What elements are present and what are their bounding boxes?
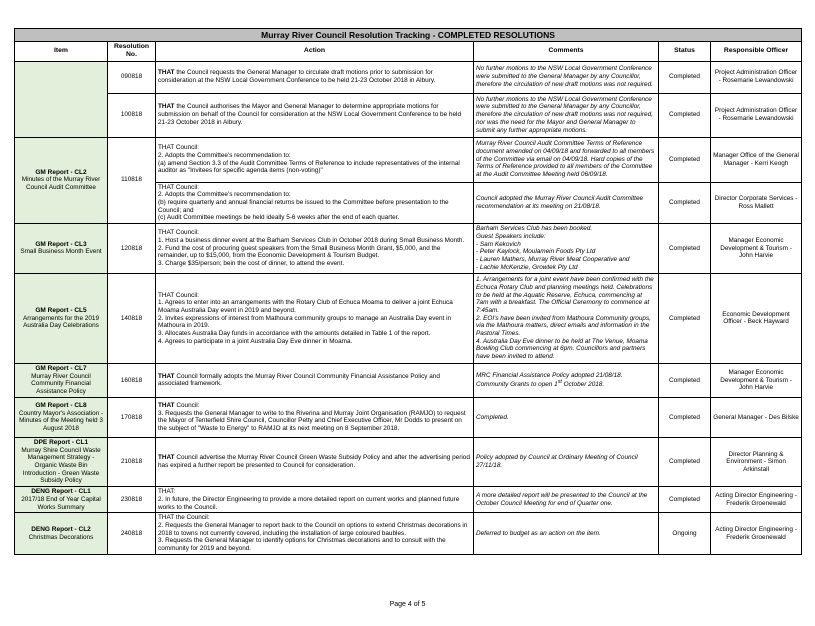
status-cell: Completed	[659, 182, 711, 223]
item-title: GM Report - CL5	[35, 306, 87, 314]
responsible-officer-cell: Director Corporate Services - Ross Mallett	[711, 182, 802, 223]
resolution-number: 160818	[108, 363, 156, 397]
item-title: DENG Report - CL1	[31, 488, 91, 496]
item-cell	[15, 487, 108, 513]
action-line: 3. Charge $35/person; bein the cost of dinner, to attend the event.	[158, 259, 345, 267]
comments-cell	[474, 487, 659, 513]
item-cell	[15, 273, 108, 363]
resolution-table	[14, 28, 802, 555]
comment-line: No further motions to the NSW Local Government Conference were submitted to the General Manager by any Councillor, therefore the circulation of new draft motions was not required.	[476, 65, 653, 88]
comments-cell	[474, 437, 659, 486]
responsible-officer-cell: Economic Development Officer - Beck Hayward	[711, 273, 802, 363]
action-cell	[156, 513, 474, 554]
status-cell: Ongoing	[659, 513, 711, 554]
action-cell	[156, 437, 474, 486]
comments-cell	[474, 273, 659, 363]
action-line: THAT Council:	[158, 291, 199, 299]
action-line: 3. Requests the General Manager to identify options for Christmas decorations and to consult with the community for 2019 and beyond.	[158, 537, 446, 553]
column-header-responsible-officer: Responsible Officer	[711, 42, 802, 61]
resolution-number: 120818	[108, 223, 156, 273]
comments-cell	[474, 93, 659, 137]
item-title: DPE Report - CL1	[33, 438, 89, 446]
item-subtitle: 2017/18 End of Year Capital Works Summary	[21, 495, 101, 511]
item-subtitle: Country Mayor's Association - Minutes of the Meeting held 3 August 2018	[18, 409, 104, 433]
table-row	[15, 223, 802, 273]
action-cell	[156, 273, 474, 363]
comments-cell	[474, 137, 659, 182]
comment-line: No further motions to the NSW Local Government Conference were submitted to the General Manager by any Councillor, therefore the circulation of new draft motions was not required, nor was the need for the Mayor and General Manager to submit any further appropriate motions.	[476, 95, 653, 134]
action-line: 1. Host a business dinner event at the Barham Services Club in October 2018 during Small Business Month.	[158, 236, 465, 244]
item-cell	[15, 61, 108, 137]
comments-cell	[474, 61, 659, 93]
table-body	[15, 61, 802, 554]
comment-line: A more detailed report will be presented to the Council at the October Council Meeting for end of Quarter one.	[476, 492, 648, 507]
table-row	[15, 61, 802, 93]
comment-line: - Lauren Mathers, Murray River Meat Cooperative and	[476, 256, 630, 264]
item-cell	[15, 397, 108, 437]
status-cell: Completed	[659, 437, 711, 486]
action-cell	[156, 363, 474, 397]
item-subtitle: Murray Shire Council Waste Management Strategy - Organic Waste Bin Introduction - Green Waste Subsidy Policy	[21, 446, 101, 485]
action-line: 3. Requests the General Manager to write to the Riverina and Murray Joint Organisation (RAMJO) to request the Mayor of Tenterfield Shire Council, Councillor Petty and Chief Executive Officer, Mr Dodds to present on the subject of "Waste to Energy" to RAMJO at its next meeting on 8 September 2018.	[158, 409, 466, 433]
table-header-row	[15, 42, 802, 61]
comment-line: - Sam Kekovich	[476, 240, 521, 248]
action-line: THAT Council advertise the Murray River Council Green Waste Subsidy Policy and after the advertising period has expired a further report be presented to Council for consideration.	[158, 454, 470, 470]
action-line: THAT Council:	[158, 144, 199, 152]
comment-line: Completed.	[476, 413, 509, 421]
status-cell: Completed	[659, 487, 711, 513]
table-row	[15, 437, 802, 486]
table-row	[15, 93, 802, 137]
resolution-number: 230818	[108, 487, 156, 513]
responsible-officer-cell: Project Administration Officer - Rosemarie Lewandowski	[711, 61, 802, 93]
action-cell	[156, 397, 474, 437]
action-line: 2. Invites expressions of interest from Mathoura community groups to manage an Australia Day event in Mathoura in 2019.	[158, 314, 452, 330]
table-row	[15, 397, 802, 437]
comment-line: 4. Australia Day Eve dinner to be held at The Venue, Moama Bowling Club commencing at 6pm. Councillors and partners have been invited to attend.	[476, 337, 648, 361]
responsible-officer-cell: Project Administration Officer - Rosemarie Lewandowski	[711, 93, 802, 137]
table-row	[15, 513, 802, 554]
item-title: DENG Report - CL2	[31, 525, 91, 533]
resolution-number: 210818	[108, 437, 156, 486]
status-cell: Completed	[659, 397, 711, 437]
table-title-row	[15, 29, 802, 42]
action-line: 2. Requests the General Manager to report back to the Council on options to extend Christmas decorations in 2018 to towns not currently covered, including the installation of large coloured baubles.	[158, 522, 468, 537]
resolution-number: 140818	[108, 273, 156, 363]
table-title: Murray River Council Resolution Tracking - COMPLETED RESOLUTIONS	[15, 29, 802, 42]
table-row	[15, 363, 802, 397]
comment-line: Policy adopted by Council at Ordinary Meeting of Council 27/11/18.	[476, 454, 638, 470]
action-line: 4. Agrees to participate in a joint Australia Day Eve dinner in Moama.	[158, 337, 353, 345]
comment-line: Council adopted the Murray River Council Audit Committee recommendation at its meeting on 21/08/18.	[476, 195, 644, 210]
action-line: THAT Council:	[158, 183, 199, 191]
page-footer: Page 4 of 5	[389, 601, 426, 608]
column-header-item: Item	[15, 42, 108, 61]
resolution-number: 240818	[108, 513, 156, 554]
item-subtitle: Arrangements for the 2019 Australia Day Celebrations	[22, 314, 100, 330]
responsible-officer-cell: Manager Economic Development & Tourism - John Harvie	[711, 363, 802, 397]
comment-line: MRC Financial Assistance Policy adopted 21/08/18.	[476, 371, 623, 379]
status-cell: Completed	[659, 223, 711, 273]
item-cell	[15, 437, 108, 486]
action-line: (c) Audit Committee meetings be held ideally 5-6 weeks after the end of each quarter.	[158, 214, 400, 222]
item-title: GM Report - CL3	[35, 240, 87, 248]
comments-cell	[474, 363, 659, 397]
resolution-number: 090818	[108, 61, 156, 93]
table-row	[15, 137, 802, 182]
comments-cell	[474, 397, 659, 437]
column-header-status: Status	[659, 42, 711, 61]
action-line: (b) require quarterly and annual financial returns be issued to the Committee before presentation to the Council; and	[158, 198, 449, 214]
action-line: THAT the Council:	[158, 514, 210, 522]
responsible-officer-cell: Acting Director Engineering - Frederik Groenewald	[711, 487, 802, 513]
item-subtitle: Murray River Council Community Financial Assistance Policy	[31, 372, 91, 396]
action-line: THAT the Council authorises the Mayor and General Manager to determine appropriate motions for submission on behalf of the Council for consideration at the NSW Local Government Conference to be held 21-23 October 2018 in Albury.	[158, 103, 462, 126]
column-header-comments: Comments	[474, 42, 659, 61]
table-row	[15, 273, 802, 363]
resolution-number: 110818	[108, 137, 156, 223]
item-subtitle: Christmas Decorations	[28, 533, 94, 541]
comment-line: - Peter Kaylock, Moulamein Foods Pty Ltd	[476, 248, 596, 256]
action-line: THAT:	[158, 488, 176, 496]
action-cell	[156, 93, 474, 137]
comment-line: Community Grants to open 1st October 2018.	[476, 379, 605, 389]
comments-cell	[474, 182, 659, 223]
action-line: (a) amend Section 3.3 of the Audit Committee Terms of Reference to include representatives of the internal auditor as "Invitees for specific agenda items (non-voting)"	[158, 159, 460, 175]
item-subtitle: Minutes of the Murray River Council Audit Committee	[21, 176, 101, 192]
item-title: GM Report - CL8	[35, 402, 87, 409]
action-cell	[156, 182, 474, 223]
item-cell	[15, 223, 108, 273]
status-cell: Completed	[659, 61, 711, 93]
comment-line: Murray River Council Audit Committee Terms of Reference document amended on 04/09/18 and forwarded to all members of the Committee via email on 04/09/18. Hard copies of the Terms of Reference provided to all members of the Committee at the Audit Committee Meeting held 06/09/18.	[476, 140, 655, 179]
comments-cell	[474, 513, 659, 554]
resolution-number: 100818	[108, 93, 156, 137]
action-line: THAT Council formally adopts the Murray River Council Community Financial Assistance Policy and associated framework.	[158, 372, 440, 388]
responsible-officer-cell: General Manager - Des Bilske	[711, 397, 802, 437]
action-cell	[156, 137, 474, 182]
item-cell	[15, 513, 108, 554]
item-cell	[15, 137, 108, 223]
comment-line: 1. Arrangements for a joint event have been confirmed with the Echuca Rotary Club and planning meetings held. Celebrations to be held at the Aquatic Reserve, Echuca, commencing at 7am with a breakfast. The Official Ceremony to commence at 7:45am.	[476, 276, 654, 314]
comment-line: - Lachie McKenzie, Growtek Pty Ltd	[476, 263, 578, 271]
action-line: 2. Adopts the Committee's recommendation to:	[158, 191, 291, 199]
comment-line: Guest Speakers include:	[476, 233, 546, 241]
column-header-resolution-no: Resolution No.	[108, 42, 156, 61]
comment-line: Barham Services Club has been booked.	[476, 225, 593, 233]
item-title: GM Report - CL2	[35, 168, 87, 176]
action-line: THAT Council:	[158, 402, 200, 410]
status-cell: Completed	[659, 273, 711, 363]
action-cell	[156, 223, 474, 273]
status-cell: Completed	[659, 93, 711, 137]
action-line: THAT the Council requests the General Manager to circulate draft motions prior to submission for consideration at the NSW Local Government Conference to be held 21-23 October 2018 in Albury.	[158, 69, 436, 84]
action-line: 2. Adopts the Committee's recommendation to:	[158, 151, 291, 159]
action-cell	[156, 487, 474, 513]
action-line: 2. Fund the cost of procuring guest speakers from the Small Business Month Grant, $5,000, and the remainder, up to $15,000, from the Economic Development & Tourism Budget.	[158, 244, 441, 260]
item-subtitle: Small Business Month Event	[20, 248, 102, 256]
responsible-officer-cell: Acting Director Engineering - Frederik Groenewald	[711, 513, 802, 554]
comments-cell	[474, 223, 659, 273]
comment-line: Deferred to budget as an action on the item.	[476, 529, 601, 537]
item-title: GM Report - CL7	[35, 365, 87, 372]
comment-line: 2. EOI's have been invited from Mathoura Community groups, via the Mathoura matters, direct emails and information in the Pastoral Times.	[476, 314, 651, 337]
column-header-action: Action	[156, 42, 474, 61]
responsible-officer-cell: Manager Office of the General Manager - Kerri Keogh	[711, 137, 802, 182]
item-cell	[15, 363, 108, 397]
responsible-officer-cell: Director Planning & Environment - Simon Arkinstall	[711, 437, 802, 486]
action-cell	[156, 61, 474, 93]
action-line: 1. Agrees to enter into an arrangements with the Rotary Club of Echuca Moama to deliver a joint Echuca Moama Australia Day event in 2019 and beyond.	[158, 299, 453, 314]
action-line: THAT Council:	[158, 229, 199, 237]
responsible-officer-cell: Manager Economic Development & Tourism - John Harvie	[711, 223, 802, 273]
table-row	[15, 487, 802, 513]
resolution-number: 170818	[108, 397, 156, 437]
status-cell: Completed	[659, 137, 711, 182]
action-line: 2. In future, the Director Engineering to provide a more detailed report on current works and planned future works to the Council.	[158, 495, 460, 511]
status-cell: Completed	[659, 363, 711, 397]
action-line: 3. Allocates Australia Day funds in accordance with the amounts detailed in Table 1 of the report.	[158, 329, 431, 337]
